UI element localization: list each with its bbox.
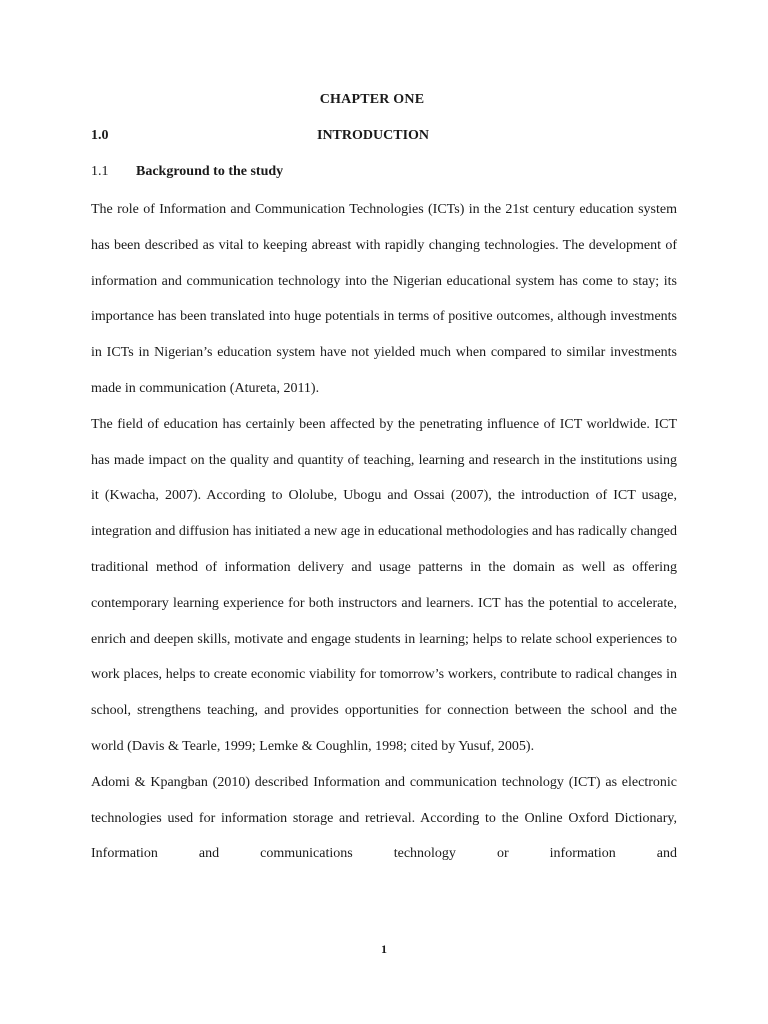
paragraph: The role of Information and Communication Technologies (ICTs) in the 21st century education system has been described as vital to keeping abreast with rapidly changing technologies. The development of information and communication technology into the Nigerian educational system has come to stay; its importance has been translated into huge potentials in terms of positive outcomes, although investments in ICTs in Nigerian’s education system have not yielded much when compared to similar investments made in communication (Atureta, 2011). <box>91 202 677 396</box>
section-number: 1.0 <box>91 128 109 143</box>
paragraph: The field of education has certainly been affected by the penetrating influence of ICT worldwide. ICT has made impact on the quality and quantity of teaching, learning and research in the institutions using it (Kwacha, 2007). According to Ololube, Ubogu and Ossai (2007), the introduction of ICT usage, integration and diffusion has initiated a new age in educational methodologies and has radically changed traditional method of information delivery and usage patterns in the domain as well as offering contemporary learning experience for both instructors and learners. ICT has the potential to accelerate, enrich and deepen skills, motivate and engage students in learning; helps to relate school experiences to work places, helps to create economic viability for tomorrow’s workers, contribute to radical changes in school, strengthens teaching, and provides opportunities for connection between the school and the world (Davis & Tearle, 1999; Lemke & Coughlin, 1998; cited by Yusuf, 2005). <box>91 416 678 754</box>
subsection-number: 1.1 <box>91 164 109 179</box>
subsection-title: Background to the study <box>136 164 284 179</box>
paragraph: Adomi & Kpangban (2010) described Information and communication technology (ICT) as electronic technologies used for information storage and retrieval. According to the Online Oxford Dictionary, Information and communications technology or information and <box>91 774 677 862</box>
body-text <box>91 192 677 872</box>
page-number: 1 <box>381 942 387 956</box>
section-title: INTRODUCTION <box>317 128 430 143</box>
chapter-title: CHAPTER ONE <box>319 92 425 107</box>
